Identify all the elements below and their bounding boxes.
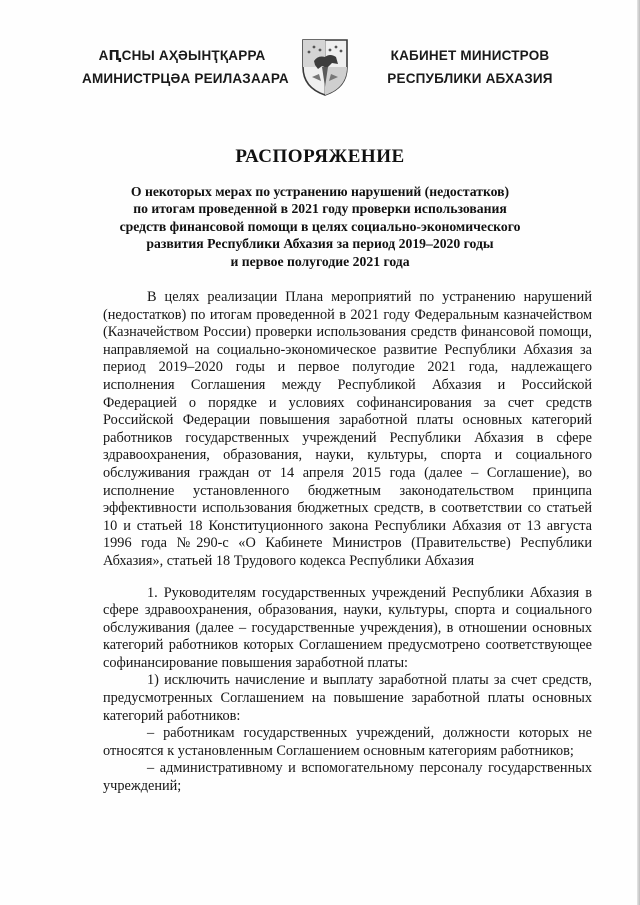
subtitle-line: по итогам проведенной в 2021 году проверки использования bbox=[133, 201, 507, 217]
subtitle-line: О некоторых мерах по устранению нарушений (недостатков) bbox=[130, 184, 510, 199]
header-abkhaz-line2: АМИНИСТРЦӘА РЕИЛАЗААРА bbox=[82, 71, 289, 86]
paragraph-dash-2: – административному и вспомогательному персоналу государственных учреждений; bbox=[103, 760, 592, 795]
header-russian bbox=[372, 44, 568, 90]
header-abkhaz-line1: АԤСНЫ АҲӘЫНҬҚАРРА bbox=[98, 48, 266, 63]
document-body bbox=[103, 289, 592, 796]
header-abkhaz bbox=[82, 44, 289, 90]
header-russian-line2: РЕСПУБЛИКИ АБХАЗИЯ bbox=[387, 71, 553, 86]
coat-of-arms-icon bbox=[300, 37, 350, 97]
paragraph-subitem-1: 1) исключить начисление и выплату заработной платы за счет средств, предусмотренных Соглашением на повышение заработной платы основных категорий работников: bbox=[103, 672, 592, 724]
document-title: РАСПОРЯЖЕНИЕ bbox=[235, 146, 405, 167]
subtitle-line: средств финансовой помощи в целях социально-экономического bbox=[119, 218, 521, 234]
paragraph-dash-1: – работникам государственных учреждений, должности которых не относятся к установленным Соглашением основным категориям работников; bbox=[103, 725, 592, 759]
subtitle-line: развития Республики Абхазия за период 2019–2020 годы bbox=[146, 236, 494, 252]
header-russian-line1: КАБИНЕТ МИНИСТРОВ bbox=[390, 48, 550, 63]
paragraph-preamble: В целях реализации Плана мероприятий по устранению нарушений (недостатков) по итогам проведенной в 2021 году Федеральным казначейством (Казначейством России) проверки использования средств финансовой помощи, направляемой на социально-экономическое развитие Республики Абхазия за период 2019–2020 годы и первое полугодие 2021 года, надлежащего исполнения Соглашения между Республикой Абхазия и Российской Федерацией о порядке и условиях софинансирования за счет средств Российской Федерации повышения заработной платы основных категорий работников государственных учреждений Республики Абхазия в сфере здравоохранения, образования, науки, культуры, спорта и социального обслуживания граждан от 14 апреля 2015 года (далее – Соглашение), во исполнение установленного бюджетным законодательством принципа эффективности использования бюджетных средств, в соответствии со статьей 10 и статьей 18 Конституционного закона Республики Абхазия от 13 августа 1996 года №290-с «О Кабинете Министров (Правительстве) Республики Абхазия», статьей 18 Трудового кодекса Республики Абхазия bbox=[103, 289, 592, 569]
subtitle-line: и первое полугодие 2021 года bbox=[230, 253, 410, 269]
paragraph-item-1: 1. Руководителям государственных учреждений Республики Абхазия в сфере здравоохранения, образования, науки, культуры, спорта и социального обслуживания (далее – государственные учреждения), в отношении основных категорий работников которых Соглашением предусмотрено соответствующее софинансирование повышения заработной платы: bbox=[103, 584, 592, 671]
document-subtitle bbox=[110, 183, 530, 270]
